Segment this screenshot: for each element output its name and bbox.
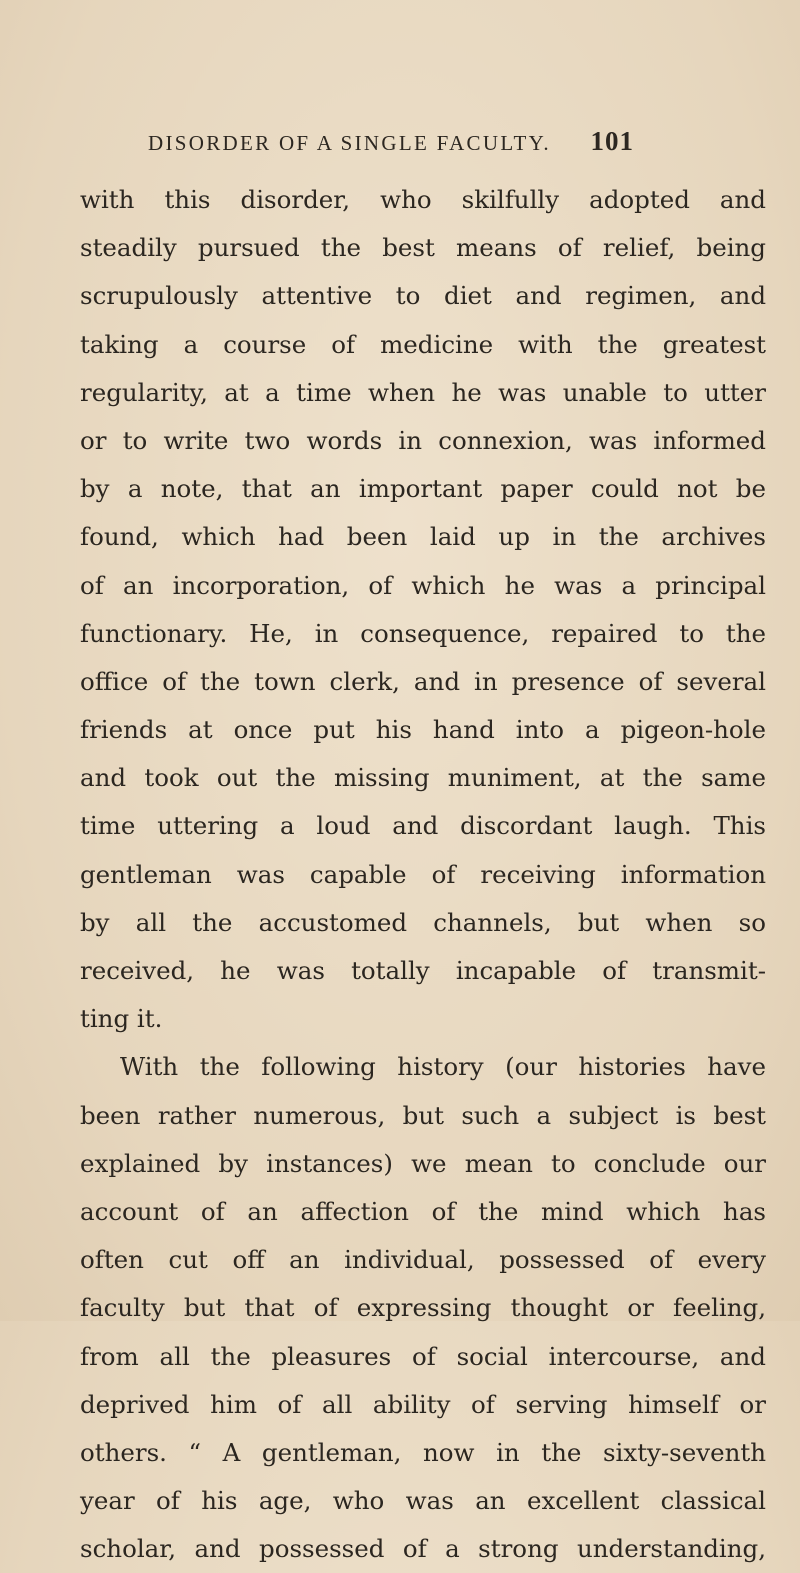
text-line: regularity, at a time when he was unable to utter [80,377,766,407]
running-head [148,126,634,162]
text-line: account of an affection of the mind which has [80,1196,766,1226]
text-line: scholar, and possessed of a strong understanding, [80,1534,766,1564]
text-line: gentleman was capable of receiving information [80,859,766,889]
text-line: and took out the missing muniment, at the same [80,763,766,793]
text-line: often cut off an individual, possessed of every [80,1245,766,1275]
text-line: from all the pleasures of social intercourse, and [80,1341,766,1371]
text-line: explained by instances) we mean to conclude our [80,1148,766,1178]
text-line: friends at once put his hand into a pigeon-hole [80,715,766,745]
text-line: others. “ A gentleman, now in the sixty-seventh [80,1437,766,1467]
body-text [80,176,766,1573]
text-line: with this disorder, who skilfully adopted and [80,185,766,214]
running-title: DISORDER OF A SINGLE FACULTY. [148,131,551,155]
text-line: faculty but that of expressing thought or feeling, [80,1293,766,1323]
text-line: deprived him of all ability of serving himself or [80,1389,766,1419]
text-line: found, which had been laid up in the archives [80,522,766,552]
text-line: been rather numerous, but such a subject is best [80,1100,766,1130]
text-line: office of the town clerk, and in presence of several [80,666,766,696]
text-line: time uttering a loud and discordant laugh. This [80,811,766,841]
text-line: of an incorporation, of which he was a principal [80,570,766,600]
text-line: by all the accustomed channels, but when so [80,907,766,937]
text-line: functionary. He, in consequence, repaired to the [80,618,766,648]
text-line: steadily pursued the best means of relief, being [80,233,766,263]
text-line: taking a course of medicine with the greatest [80,329,766,359]
text-line: With the following history (our histories have [120,1052,766,1082]
text-line: year of his age, who was an excellent classical [80,1486,766,1516]
text-line: ting it. [80,1004,163,1034]
text-line: or to write two words in connexion, was informed [80,425,766,455]
text-line: received, he was totally incapable of transmit- [80,956,766,985]
text-line: scrupulously attentive to diet and regimen, and [80,281,766,311]
page-number: 101 [590,126,634,156]
text-line: by a note, that an important paper could not be [80,474,766,504]
